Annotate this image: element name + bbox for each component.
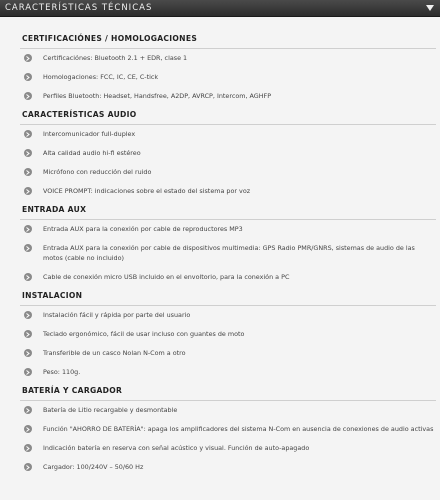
chevron-right-bullet-icon (24, 54, 32, 62)
chevron-right-bullet-icon (24, 73, 32, 81)
spec-item-text: Función "AHORRO DE BATERÍA": apaga los amplificadores del sistema N-Com en ausencia de conexiones de audio activas (43, 425, 434, 433)
spec-item-text: Teclado ergonómico, fácil de usar incluso con guantes de moto (43, 330, 245, 338)
section-title: ENTRADA AUX (22, 205, 87, 214)
chevron-right-bullet-icon (24, 311, 32, 319)
spec-item-text: Certificaciónes: Bluetooth 2.1 + EDR, clase 1 (43, 54, 188, 62)
spec-list-item (22, 329, 440, 339)
spec-list-item (22, 243, 440, 263)
spec-list-item (22, 91, 440, 101)
chevron-right-bullet-icon (24, 444, 32, 452)
chevron-right-bullet-icon (24, 425, 32, 433)
spec-item-text: Intercomunicador full-duplex (43, 130, 136, 138)
spec-list-item (22, 405, 440, 415)
spec-item-text: Transferible de un casco Nolan N-Com a otro (43, 349, 186, 357)
section-divider (20, 219, 436, 220)
spec-list-item (22, 462, 440, 472)
section-divider (20, 124, 436, 125)
spec-item-text: Homologaciones: FCC, IC, CE, C-tick (43, 73, 159, 81)
spec-list-item (22, 53, 440, 63)
chevron-right-bullet-icon (24, 406, 32, 414)
spec-item-text: Perfiles Bluetooth: Headset, Handsfree, A2DP, AVRCP, Intercom, AGHFP (43, 92, 272, 100)
spec-list-item (22, 272, 440, 282)
section-title: BATERÍA Y CARGADOR (22, 386, 123, 395)
spec-section (22, 33, 440, 101)
spec-section (22, 290, 440, 377)
spec-item-text: Cable de conexión micro USB incluido en el envoltorio, para la conexión a PC (43, 273, 290, 281)
chevron-right-bullet-icon (24, 92, 32, 100)
chevron-right-bullet-icon (24, 273, 32, 281)
chevron-right-bullet-icon (24, 168, 32, 176)
spec-list-item (22, 167, 440, 177)
spec-list-item (22, 348, 440, 358)
spec-item-text: Batería de Litio recargable y desmontable (43, 406, 178, 414)
chevron-right-bullet-icon (24, 349, 32, 357)
spec-list-item (22, 310, 440, 320)
chevron-right-bullet-icon (24, 463, 32, 471)
spec-item-text: Entrada AUX para la conexión por cable de dispositivos multimedia: GPS Radio PMR/GNRS, sistemas de audio de las motos (cable no incluido) (43, 244, 415, 262)
spec-section (22, 204, 440, 282)
section-title: CARACTERÍSTICAS AUDIO (22, 110, 137, 119)
spec-list-item (22, 148, 440, 158)
spec-list-item (22, 424, 440, 434)
chevron-right-bullet-icon (24, 149, 32, 157)
spec-item-text: Entrada AUX para la conexión por cable de reproductores MP3 (43, 225, 243, 233)
spec-section (22, 385, 440, 472)
spec-item-text: Instalación fácil y rápida por parte del usuario (43, 311, 191, 319)
spec-list-item (22, 186, 440, 196)
chevron-right-bullet-icon (24, 130, 32, 138)
chevron-right-bullet-icon (24, 368, 32, 376)
spec-item-text: Micrófono con reducción del ruido (43, 168, 152, 176)
spec-item-text: Alta calidad audio hi-fi estéreo (43, 149, 141, 157)
spec-list-item (22, 443, 440, 453)
spec-item-text: Peso: 110g. (43, 368, 81, 376)
section-header-bar[interactable] (0, 0, 440, 17)
section-header-title: CARACTERÍSTICAS TÉCNICAS (5, 3, 153, 13)
spec-section (22, 109, 440, 196)
section-title: CERTIFICACIÓNES / HOMOLOGACIONES (22, 34, 198, 43)
collapse-triangle-icon[interactable] (425, 3, 435, 13)
spec-list-item (22, 72, 440, 82)
section-title: INSTALACION (22, 291, 83, 300)
spec-content (0, 17, 440, 472)
chevron-right-bullet-icon (24, 225, 32, 233)
spec-list-item (22, 129, 440, 139)
chevron-right-bullet-icon (24, 244, 32, 252)
section-divider (20, 48, 436, 49)
spec-item-text: Indicación batería en reserva con señal acústico y visual. Función de auto-apagado (43, 444, 310, 452)
section-divider (20, 400, 436, 401)
spec-item-text: VOICE PROMPT: indicaciones sobre el estado del sistema por voz (43, 187, 251, 195)
spec-item-text: Cargador: 100/240V – 50/60 Hz (43, 463, 144, 471)
chevron-right-bullet-icon (24, 330, 32, 338)
spec-list-item (22, 367, 440, 377)
spec-list-item (22, 224, 440, 234)
section-divider (20, 305, 436, 306)
chevron-right-bullet-icon (24, 187, 32, 195)
